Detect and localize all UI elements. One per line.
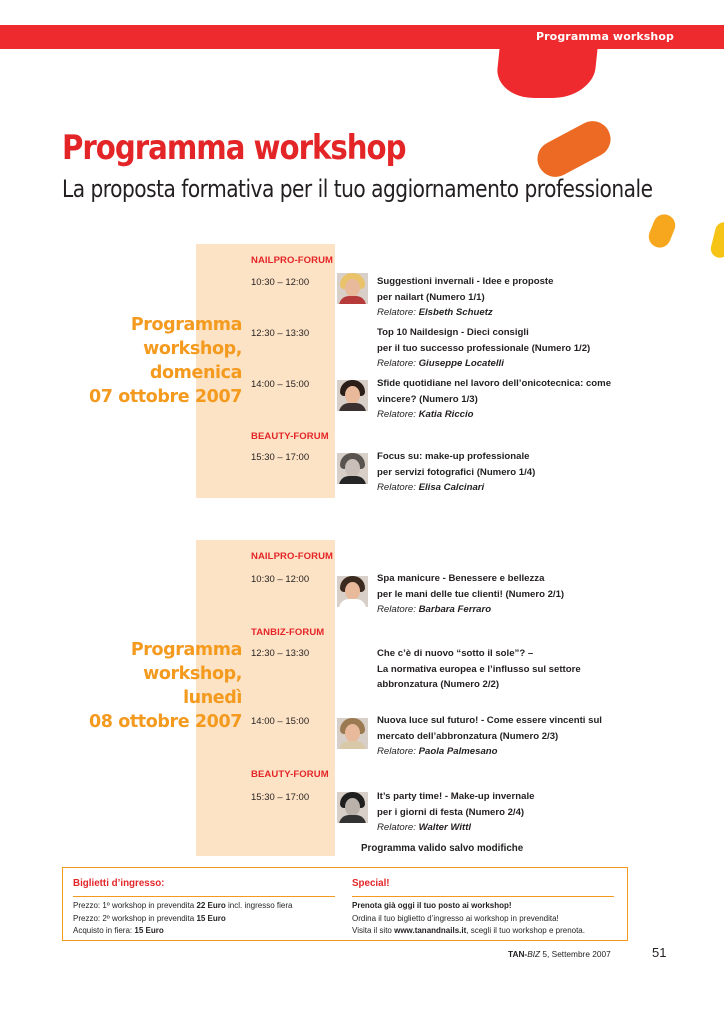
session-item: Sfide quotidiane nel lavoro dell’onicotecnica: come vincere? (Numero 1/3) Relatore: Katia Riccio [377,378,612,421]
decorative-yellow-shape-edge [709,220,724,259]
session-item: Spa manicure - Benessere e bellezza per le mani delle tue clienti! (Numero 2/1) Relatore: Barbara Ferraro [377,573,565,616]
speaker-photo [337,576,368,607]
divider [73,896,335,897]
session-item: Che c’è di nuovo “sotto il sole”? – La normativa europea e l’influsso sul settore abbronzatura (Numero 2/2) [377,648,581,691]
page-title: Programma workshop [62,128,406,168]
tickets-box [62,867,628,941]
page-number: 51 [652,945,667,960]
session-time: 14:00 – 15:00 [251,716,310,727]
header-bar [0,25,724,49]
session-time: 15:30 – 17:00 [251,792,310,803]
decorative-orange-shape [531,115,617,183]
special-column: Special! Prenota già oggi il tuo posto ai workshop! Ordina il tuo biglietto d’ingresso ai workshop in prevendita! Visita il sito www.tanandnails.it, scegli il tuo workshop e prenota. [352,878,624,937]
session-time: 14:00 – 15:00 [251,379,310,390]
session-item: Top 10 Naildesign - Dieci consigli per il tuo successo professionale (Numero 1/2) Relatore: Giuseppe Locatelli [377,327,591,370]
day1-heading: Programma workshop, domenica 07 ottobre 2007 [88,315,242,407]
speaker-photo [337,718,368,749]
tickets-column: Biglietti d’ingresso: Prezzo: 1º workshop in prevendita 22 Euro incl. ingresso fiera Prezzo: 2º workshop in prevendita 15 Euro Acquisto in fiera: 15 Euro [73,878,343,937]
session-item: It’s party time! - Make-up invernale per i giorni di festa (Numero 2/4) Relatore: Walter Wittl [377,791,535,834]
speaker-name: Katia Riccio [418,409,474,421]
speaker-photo [337,273,368,304]
session-item: Focus su: make-up professionale per servizi fotografici (Numero 1/4) Relatore: Elisa Calcinari [377,451,536,494]
speaker-name: Walter Wittl [418,822,472,834]
magazine-brand: TAN-BIZ [508,949,541,959]
speaker-name: Elisa Calcinari [418,482,485,494]
speaker-photo [337,792,368,823]
forum-label: NAILPRO-FORUM [251,255,334,266]
speaker-name: Barbara Ferraro [418,604,492,616]
page-subtitle: La proposta formativa per il tuo aggiornamento professionale [62,175,653,203]
special-heading: Special! [352,878,390,889]
session-time: 15:30 – 17:00 [251,452,310,463]
speaker-photo [337,453,368,484]
speaker-name: Paola Palmesano [418,746,498,758]
session-item: Suggestioni invernali - Idee e proposte per nailart (Numero 1/1) Relatore: Elsbeth Schuetz [377,276,554,319]
divider [352,896,614,897]
forum-label: BEAUTY-FORUM [251,769,329,780]
day2-heading: Programma workshop, lunedì 08 ottobre 2007 [88,640,242,732]
speaker-photo [337,380,368,411]
program-note: Programma valido salvo modifiche [361,843,524,854]
decorative-red-shape [494,48,597,98]
website-link[interactable]: www.tanandnails.it [394,925,467,935]
session-item: Nuova luce sul futuro! - Come essere vincenti sul mercato dell’abbronzatura (Numero 2/3) Relatore: Paola Palmesano [377,715,602,758]
tickets-heading: Biglietti d’ingresso: [73,878,165,889]
speaker-name: Giuseppe Locatelli [418,358,504,370]
forum-label: TANBIZ-FORUM [251,627,325,638]
session-time: 10:30 – 12:00 [251,277,310,288]
decorative-yellow-shape [645,211,678,251]
session-time: 12:30 – 13:30 [251,648,310,659]
session-time: 12:30 – 13:30 [251,328,310,339]
forum-label: BEAUTY-FORUM [251,431,329,442]
forum-label: NAILPRO-FORUM [251,551,334,562]
footer-issue: TAN-BIZ 5, Settembre 2007 [508,949,611,959]
session-time: 10:30 – 12:00 [251,574,310,585]
speaker-name: Elsbeth Schuetz [418,307,493,319]
section-label: Programma workshop [535,30,674,43]
